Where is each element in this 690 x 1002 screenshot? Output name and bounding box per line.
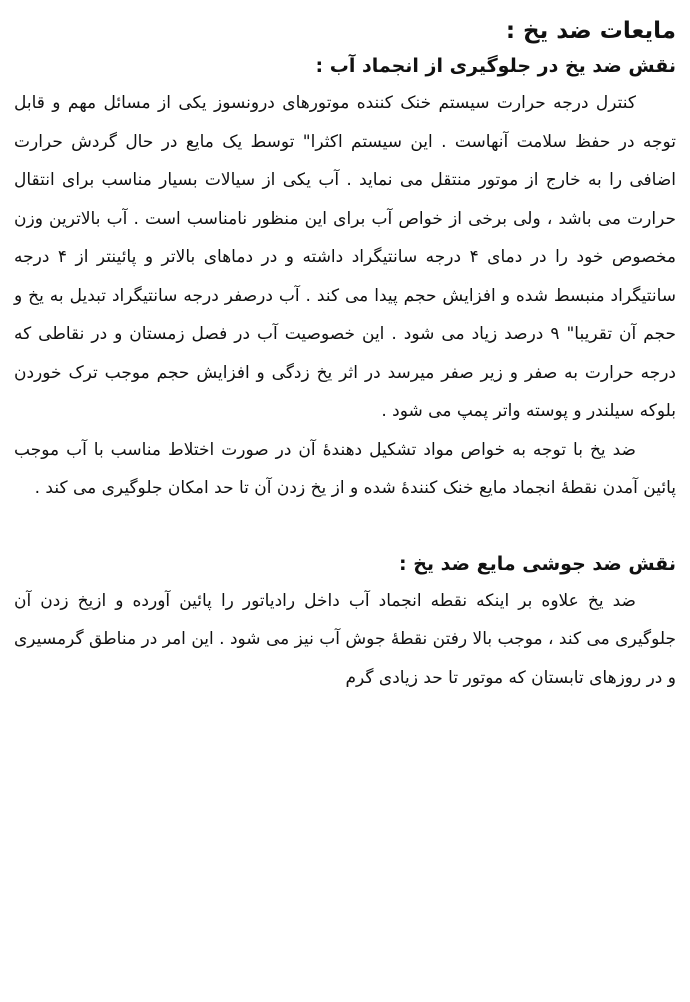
document-title: مایعات ضد یخ :	[505, 18, 676, 44]
paragraph-boiling-point: ضد یخ علاوه بر اینکه نقطه انجماد آب داخل رادیاتور را پائین آورده و ازیخ زدن آن جلوگیری می کند ، موجب بالا رفتن نقطهٔ جوش آب نیز می شود . این امر در مناطق گرمسیری و در روزهای تابستان که موتور تا حد زیادی گرم	[14, 590, 676, 688]
section-heading-anti-boil: نقش ضد جوشی مایع ضد یخ :	[399, 552, 676, 575]
document-page	[14, 14, 676, 697]
section-heading-antifreeze: نقش ضد یخ در جلوگیری از انجماد آب :	[315, 55, 676, 77]
paragraph-antifreeze-mixing: ضد یخ با توجه به خواص مواد تشکیل دهندهٔ آن در صورت اختلاط مناسب با آب موجب پائین آمدن نقطهٔ انجماد مایع خنک کنندهٔ شده و از یخ زدن آن تا حد امکان جلوگیری می کند .	[14, 439, 676, 498]
section-spacer	[14, 508, 676, 546]
paragraph-cooling-control: کنترل درجه حرارت سیستم خنک کننده موتورهای درونسوز یکی از مسائل مهم و قابل توجه در حفظ سلامت آنهاست . این سیستم اکثرا" توسط یک مایع در حال گردش حرارت اضافی را به خارج از موتور منتقل می نماید . آب یکی از سیالات بسیار مناسب برای انتقال حرارت می باشد ، ولی برخی از خواص آب برای این منظور نامناسب است . آب بالاترین وزن مخصوص خود را در دمای ۴ درجه سانتیگراد داشته و در دماهای بالاتر و پائینتر از ۴ درجه سانتیگراد منبسط شده و افزایش حجم پیدا می کند . آب درصفر درجه سانتیگراد تبدیل به یخ و حجم آن تقریبا" ۹ درصد زیاد می شود . این خصوصیت آب در فصل زمستان و در نقاطی که درجه حرارت به صفر و زیر صفر میرسد در اثر یخ زدگی و افزایش حجم موجب ترک خوردن بلوکه سیلندر و پوسته واتر پمپ می شود .	[14, 93, 677, 421]
